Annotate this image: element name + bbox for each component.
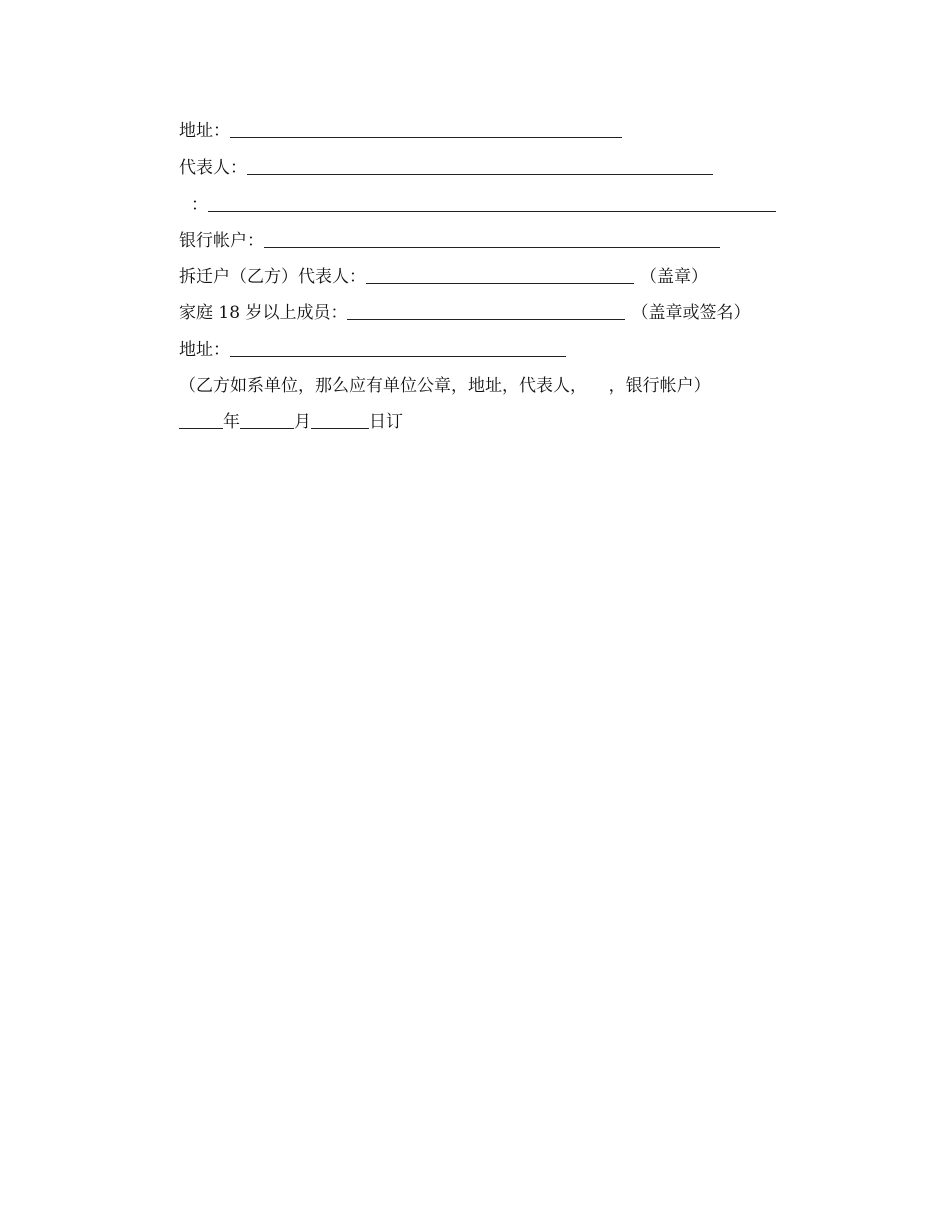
party-a-phone-line [191, 193, 776, 217]
family-members-label: 家庭 18 岁以上成员： [179, 303, 348, 323]
party-a-representative-blank[interactable] [247, 157, 713, 175]
party-a-phone-label: ： [191, 195, 208, 215]
party-b-representative-blank[interactable] [366, 266, 634, 284]
date-line [179, 410, 403, 434]
unit-note-text: （乙方如系单位，那么应有单位公章，地址，代表人， ，银行帐户） [179, 376, 711, 396]
party-b-address-blank[interactable] [230, 339, 566, 357]
party-a-address-line [179, 119, 622, 143]
party-b-address-label: 地址： [179, 340, 230, 360]
party-a-representative-line [179, 156, 713, 180]
family-members-line [179, 301, 750, 325]
party-a-bank-account-label: 银行帐户： [179, 231, 264, 251]
family-members-blank[interactable] [347, 302, 625, 320]
family-members-seal-note: （盖章或签名） [631, 303, 751, 323]
party-a-address-label: 地址： [179, 121, 230, 141]
party-b-representative-line [179, 265, 708, 289]
party-a-bank-account-blank[interactable] [264, 230, 720, 248]
party-a-phone-blank[interactable] [208, 194, 776, 212]
unit-note-line [179, 374, 711, 398]
month-blank[interactable] [240, 411, 294, 429]
day-label: 日订 [369, 412, 403, 432]
party-b-seal-note: （盖章） [640, 267, 708, 287]
day-blank[interactable] [311, 411, 369, 429]
year-blank[interactable] [179, 411, 223, 429]
party-a-address-blank[interactable] [230, 120, 622, 138]
party-a-representative-label: 代表人： [179, 158, 247, 178]
party-a-bank-account-line [179, 229, 720, 253]
year-label: 年 [223, 412, 240, 432]
party-b-representative-label: 拆迁户（乙方）代表人： [179, 267, 366, 287]
month-label: 月 [294, 412, 311, 432]
party-b-address-line [179, 338, 566, 362]
